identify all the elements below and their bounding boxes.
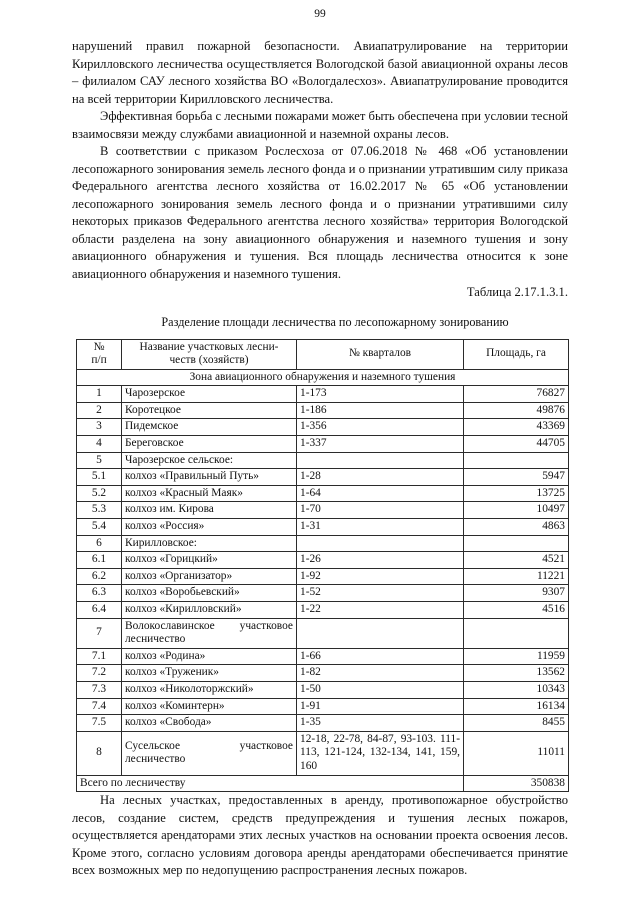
cell-area: 49876 (464, 402, 569, 419)
cell-name: Чарозерское сельское: (122, 452, 297, 469)
cell-name: колхоз «Коминтерн» (122, 698, 297, 715)
cell-num: 6.1 (77, 552, 122, 569)
cell-kvartals: 1-186 (297, 402, 464, 419)
cell-name: колхоз «Кирилловский» (122, 602, 297, 619)
cell-name: колхоз им. Кирова (122, 502, 297, 519)
table-row (77, 648, 569, 665)
cell-num: 7.3 (77, 681, 122, 698)
paragraph-3: В соответствии с приказом Рослесхоза от 07.06.2018 № 468 «Об установлении лесопожарного зонирования земель лесного фонда и о признании утратившим силу приказа Федерального агентства лесного хозяйства от 16.02.2017 № 65 «Об установлении лесопожарного зонирования земель лесного фонда и о признании утратившими силу некоторых приказов Федерального агентства лесного хозяйства» территория Вологодской области разделена на зону авиационного обнаружения и наземного тушения и зону авиационного обнаружения и тушения. Вся площадь лесничества относится к зоне авиационного обнаружения и наземного тушения. (72, 144, 568, 281)
cell-name: колхоз «Горицкий» (122, 552, 297, 569)
table-header-row (77, 339, 569, 369)
cell-name: Пидемское (122, 419, 297, 436)
table-row (77, 602, 569, 619)
cell-name: колхоз «Николоторжский» (122, 681, 297, 698)
header-cell-kvartals: № кварталов (297, 339, 464, 369)
table-row (77, 535, 569, 552)
zone-title-cell: Зона авиационного обнаружения и наземного тушения (77, 369, 569, 386)
cell-name: Чарозерское (122, 386, 297, 403)
cell-num: 5 (77, 452, 122, 469)
cell-kvartals: 1-91 (297, 698, 464, 715)
zone-distribution-table (76, 339, 569, 793)
cell-name: колхоз «Россия» (122, 519, 297, 536)
paragraph-2: Эффективная борьба с лесными пожарами может быть обеспечена при условии тесной взаимосвязи между службами авиационной и наземной охраны лесов. (72, 109, 568, 141)
cell-area: 44705 (464, 436, 569, 453)
total-area-cell: 350838 (464, 775, 569, 792)
cell-name: колхоз «Красный Маяк» (122, 485, 297, 502)
total-label-cell: Всего по лесничеству (77, 775, 464, 792)
header-num-line2: п/п (91, 354, 107, 367)
cell-kvartals: 1-337 (297, 436, 464, 453)
table-row (77, 715, 569, 732)
cell-kvartals: 1-28 (297, 469, 464, 486)
cell-name: Волокославинское участковое лесничество (122, 618, 297, 648)
header-cell-name (122, 339, 297, 369)
table-row (77, 402, 569, 419)
cell-name: колхоз «Родина» (122, 648, 297, 665)
cell-num: 3 (77, 419, 122, 436)
cell-area: 11011 (464, 731, 569, 775)
page-number: 99 (314, 8, 326, 20)
cell-kvartals: 1-22 (297, 602, 464, 619)
table-row (77, 731, 569, 775)
paragraph-4: На лесных участках, предоставленных в аренду, противопожарное обустройство лесов, создание систем, средств предупреждения и тушения лесных пожаров, осуществляется арендаторами этих лесных участков на основании проекта освоения лесов. Кроме этого, согласно условиям договора аренды арендаторами обеспечивается принятие всех возможных мер по недопущению распространения лесных пожаров. (72, 793, 568, 878)
cell-area: 4863 (464, 519, 569, 536)
cell-num: 8 (77, 731, 122, 775)
cell-kvartals: 1-70 (297, 502, 464, 519)
cell-name: Береговское (122, 436, 297, 453)
table-row (77, 618, 569, 648)
cell-area: 10343 (464, 681, 569, 698)
table-row (77, 665, 569, 682)
cell-name: колхоз «Правильный Путь» (122, 469, 297, 486)
page-content (72, 38, 568, 880)
cell-name: колхоз «Воробьевский» (122, 585, 297, 602)
cell-name: колхоз «Организатор» (122, 568, 297, 585)
cell-name: Сусельское участковое лесничество (122, 731, 297, 775)
header-name-line1: Название участковых лесни- (139, 340, 279, 353)
cell-name: Кирилловское: (122, 535, 297, 552)
cell-area: 16134 (464, 698, 569, 715)
cell-num: 7 (77, 618, 122, 648)
table-row (77, 436, 569, 453)
cell-area (464, 618, 569, 648)
cell-kvartals: 1-92 (297, 568, 464, 585)
cell-num: 5.3 (77, 502, 122, 519)
cell-area: 11959 (464, 648, 569, 665)
cell-kvartals: 1-31 (297, 519, 464, 536)
header-cell-area: Площадь, га (464, 339, 569, 369)
cell-area: 76827 (464, 386, 569, 403)
cell-kvartals: 12-18, 22-78, 84-87, 93-103. 111-113, 121-124, 132-134, 141, 159, 160 (297, 731, 464, 775)
cell-num: 2 (77, 402, 122, 419)
cell-kvartals: 1-356 (297, 419, 464, 436)
cell-kvartals: 1-26 (297, 552, 464, 569)
cell-area: 4516 (464, 602, 569, 619)
table-header (77, 339, 569, 369)
cell-kvartals: 1-82 (297, 665, 464, 682)
cell-area: 13562 (464, 665, 569, 682)
cell-num: 7.1 (77, 648, 122, 665)
cell-area: 4521 (464, 552, 569, 569)
cell-kvartals: 1-35 (297, 715, 464, 732)
table-body (77, 369, 569, 791)
header-name-line2: честв (хозяйств) (169, 354, 249, 367)
table-row (77, 502, 569, 519)
cell-area (464, 452, 569, 469)
cell-kvartals: 1-64 (297, 485, 464, 502)
cell-num: 7.2 (77, 665, 122, 682)
cell-name: колхоз «Свобода» (122, 715, 297, 732)
cell-kvartals: 1-66 (297, 648, 464, 665)
cell-name: Коротецкое (122, 402, 297, 419)
table-caption: Разделение площади лесничества по лесопожарному зонированию (161, 314, 509, 329)
cell-num: 5.4 (77, 519, 122, 536)
cell-area: 43369 (464, 419, 569, 436)
cell-num: 6.3 (77, 585, 122, 602)
table-number-label: Таблица 2.17.1.3.1. (466, 285, 568, 299)
table-row (77, 681, 569, 698)
cell-kvartals (297, 535, 464, 552)
cell-num: 6 (77, 535, 122, 552)
cell-area (464, 535, 569, 552)
cell-num: 1 (77, 386, 122, 403)
cell-kvartals (297, 452, 464, 469)
table-row (77, 552, 569, 569)
table-row (77, 519, 569, 536)
cell-num: 6.2 (77, 568, 122, 585)
zone-title-row (77, 369, 569, 386)
table-row (77, 568, 569, 585)
table-total-row (77, 775, 569, 792)
cell-num: 7.4 (77, 698, 122, 715)
table-row (77, 469, 569, 486)
table-row (77, 485, 569, 502)
table-row (77, 698, 569, 715)
cell-area: 9307 (464, 585, 569, 602)
table-row (77, 386, 569, 403)
cell-num: 7.5 (77, 715, 122, 732)
cell-kvartals: 1-173 (297, 386, 464, 403)
cell-num: 5.2 (77, 485, 122, 502)
cell-area: 11221 (464, 568, 569, 585)
header-num-line1: № (93, 340, 105, 353)
cell-area: 8455 (464, 715, 569, 732)
cell-name: колхоз «Труженик» (122, 665, 297, 682)
cell-num: 4 (77, 436, 122, 453)
paragraph-1: нарушений правил пожарной безопасности. Авиапатрулирование на территории Кирилловского лесничества осуществляется Вологодской базой авиационной охраны лесов – филиалом САУ лесного хозяйства ВО «Вологдалесхоз». Авиапатрулирование проводится на всей территории Кирилловского лесничества. (72, 39, 568, 106)
cell-kvartals: 1-50 (297, 681, 464, 698)
cell-num: 5.1 (77, 469, 122, 486)
table-row (77, 585, 569, 602)
header-cell-num (77, 339, 122, 369)
cell-kvartals: 1-52 (297, 585, 464, 602)
cell-area: 5947 (464, 469, 569, 486)
cell-area: 10497 (464, 502, 569, 519)
cell-kvartals (297, 618, 464, 648)
cell-area: 13725 (464, 485, 569, 502)
table-row (77, 452, 569, 469)
cell-num: 6.4 (77, 602, 122, 619)
table-row (77, 419, 569, 436)
